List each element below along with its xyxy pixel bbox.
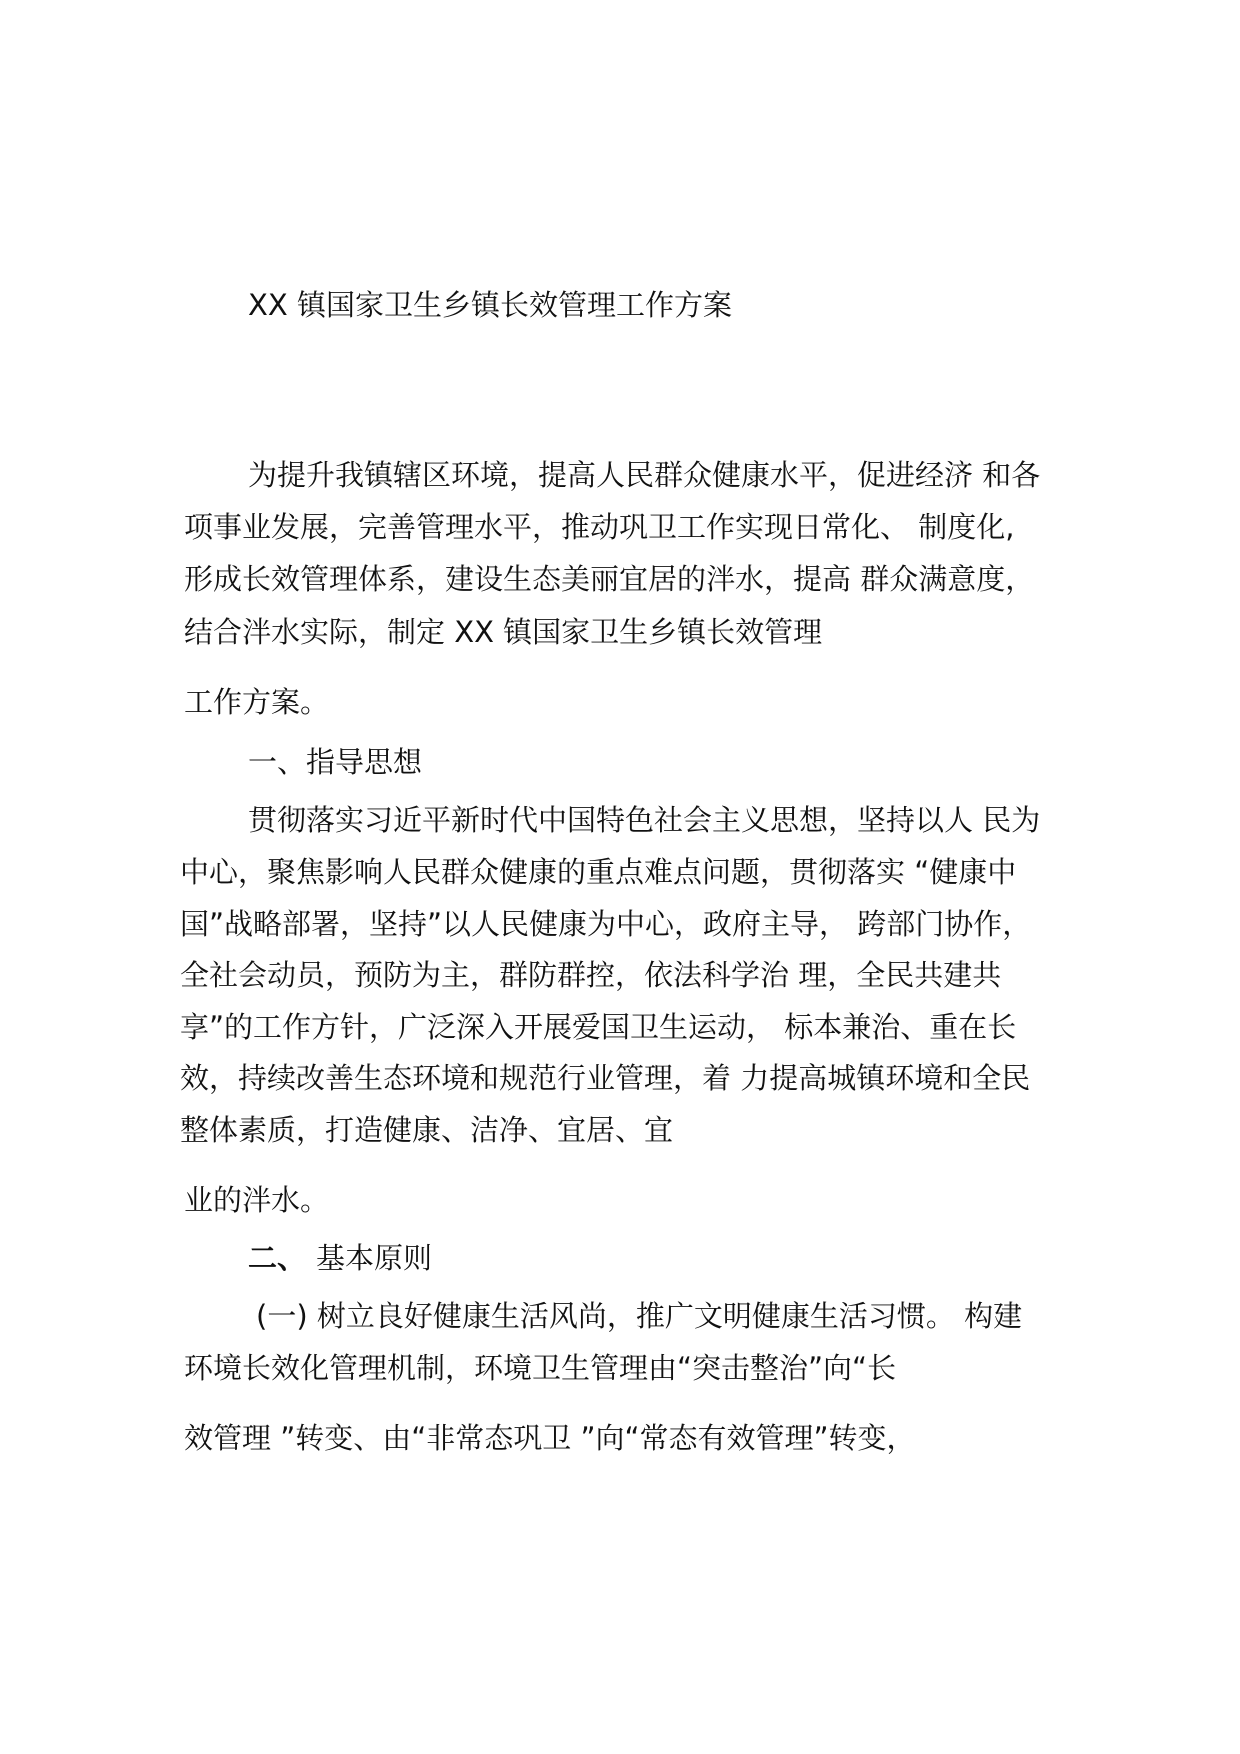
- section-1-line-7: 整体素质，打造健康、洁净、宜居、宜: [180, 1113, 674, 1147]
- section-1-line-4: 全社会动员，预防为主，群防群控，依法科学治 理，全民共建共: [180, 958, 1002, 992]
- section-2-line-2: 环境长效化管理机制，环境卫生管理由“突击整治”向“长: [184, 1351, 897, 1385]
- intro-line-4: 结合泮水实际，制定 XX 镇国家卫生乡镇长效管理: [184, 615, 823, 649]
- document-title: XX 镇国家卫生乡镇长效管理工作方案: [248, 288, 732, 322]
- intro-line-2: 项事业发展，完善管理水平，推动巩卫工作实现日常化、 制度化,: [184, 510, 1015, 544]
- intro-line-1: 为提升我镇辖区环境，提高人民群众健康水平，促进经济 和各: [248, 458, 1041, 492]
- section-1-line-2: 中心，聚焦影响人民群众健康的重点难点问题，贯彻落实 “健康中: [180, 855, 1017, 889]
- section-1-line-6: 效，持续改善生态环境和规范行业管理，着 力提高城镇环境和全民: [180, 1061, 1031, 1095]
- section-1-line-1: 贯彻落实习近平新时代中国特色社会主义思想，坚持以人 民为: [248, 803, 1041, 837]
- section-1-line-8: 业的泮水。: [184, 1183, 330, 1217]
- intro-line-5: 工作方案。: [184, 685, 330, 719]
- section-1-line-3: 国”战略部署，坚持”以人民健康为中心，政府主导， 跨部门协作，: [180, 907, 1032, 941]
- section-1-line-5: 享”的工作方针，广泛深入开展爱国卫生运动， 标本兼治、重在长: [180, 1010, 1017, 1044]
- section-2-heading-text: 基本原则: [316, 1241, 433, 1275]
- section-2-heading-number: 二、: [248, 1241, 307, 1275]
- section-1-heading: 一、指导思想: [248, 745, 423, 779]
- section-2-line-3: 效管理 ”转变、由“非常态巩卫 ”向“常态有效管理”转变，: [184, 1421, 916, 1455]
- section-2-line-1: (一) 树立良好健康生活风尚，推广文明健康生活习惯。 构建: [256, 1299, 1023, 1333]
- intro-line-3: 形成长效管理体系，建设生态美丽宜居的泮水，提高 群众满意度，: [184, 562, 1035, 596]
